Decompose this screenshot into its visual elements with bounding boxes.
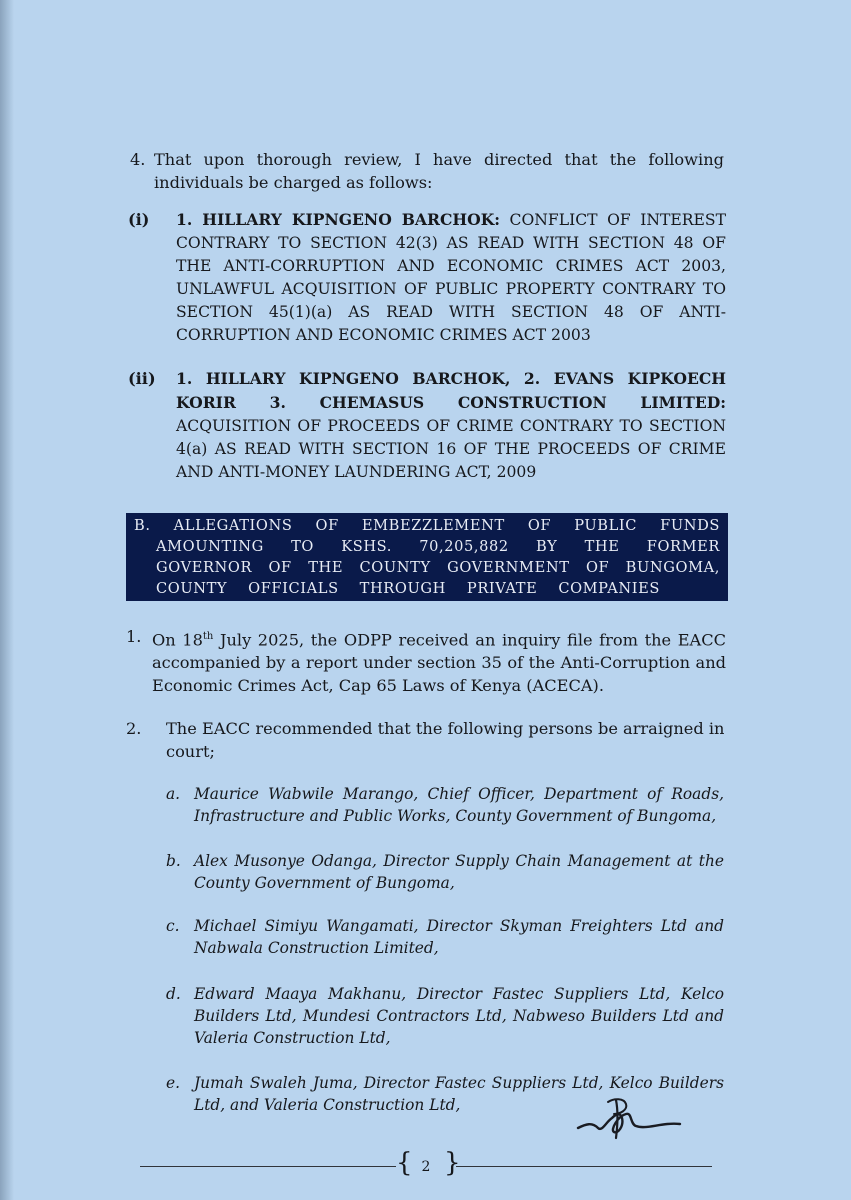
b-item-2-text: The EACC recommended that the following persons be arraigned in court; — [166, 719, 725, 761]
page-edge-shadow — [0, 0, 14, 1200]
section-b-heading-line: AMOUNTING TO KSHS. 70,205,882 BY THE FORMER — [156, 538, 720, 555]
section-b-heading — [126, 513, 728, 601]
b-item-1-pre: On 18 — [152, 630, 203, 650]
person-e-text: Jumah Swaleh Juma, Director Fastec Suppliers Ltd, Kelco Builders Ltd, and Valeria Construction Ltd, — [194, 1074, 724, 1114]
charge-ii-accused: 1. HILLARY KIPNGENO BARCHOK, 2. EVANS KIPKOECH KORIR 3. CHEMASUS CONSTRUCTION LIMITED: — [176, 369, 726, 412]
b-item-1-post: July 2025, the ODPP received an inquiry file from the EACC accompanied by a report under section 35 of the Anti-Corruption and Economic Crimes Act, Cap 65 Laws of Kenya (ACECA). — [152, 630, 726, 696]
b-item-2-number: 2. — [126, 719, 142, 738]
person-d-letter: d. — [166, 985, 181, 1003]
b-item-1-sup: th — [202, 631, 214, 642]
person-b-text: Alex Musonye Odanga, Director Supply Chain Management at the County Government of Bungoma, — [194, 852, 724, 892]
person-c-text: Michael Simiyu Wangamati, Director Skyman Freighters Ltd and Nabwala Construction Limited, — [194, 917, 724, 957]
b-item-1-number: 1. — [126, 627, 142, 646]
person-a-text: Maurice Wabwile Marango, Chief Officer, Department of Roads, Infrastructure and Public Works, County Government of Bungoma, — [194, 785, 724, 825]
charge-i-body — [176, 208, 726, 347]
charge-i-offence: CONFLICT OF INTEREST CONTRARY TO SECTION 42(3) AS READ WITH SECTION 48 OF THE ANTI-CORRUPTION AND ECONOMIC CRIMES ACT 2003, UNLAWFUL ACQUISITION OF PUBLIC PROPERTY CONTRARY TO SECTION 45(1)(a) AS READ WITH SECTION 48 OF ANTI-CORRUPTION AND ECONOMIC CRIMES ACT 2003 — [176, 211, 726, 344]
person-b-letter: b. — [166, 852, 181, 870]
section-b-heading-line: B. ALLEGATIONS OF EMBEZZLEMENT OF PUBLIC FUNDS — [134, 517, 720, 534]
charge-ii-offence: ACQUISITION OF PROCEEDS OF CRIME CONTRARY TO SECTION 4(a) AS READ WITH SECTION 16 OF THE PROCEEDS OF CRIME AND ANTI-MONEY LAUNDERING ACT, 2009 — [176, 417, 726, 481]
footer-brace-left: { — [396, 1148, 413, 1178]
footer-rule-left — [140, 1166, 396, 1167]
item-4-number: 4. — [130, 150, 146, 169]
signature-mark — [572, 1092, 682, 1154]
section-b-heading-line: GOVERNOR OF THE COUNTY GOVERNMENT OF BUNGOMA, — [156, 559, 720, 576]
footer-brace-right: } — [444, 1148, 461, 1178]
person-a-letter: a. — [166, 785, 181, 803]
charge-ii-body — [176, 367, 726, 484]
person-c-letter: c. — [166, 917, 180, 935]
charge-i-label: (i) — [128, 210, 150, 229]
item-4-text: That upon thorough review, I have directed that the following individuals be charged as follows: — [154, 150, 724, 192]
section-b-heading-line: COUNTY OFFICIALS THROUGH PRIVATE COMPANIES — [156, 580, 660, 597]
charge-i-accused: 1. HILLARY KIPNGENO BARCHOK: — [176, 210, 501, 229]
person-d-text: Edward Maaya Makhanu, Director Fastec Suppliers Ltd, Kelco Builders Ltd, Mundesi Contractors Ltd, Nabweso Builders Ltd and Valeria Construction Ltd, — [194, 985, 724, 1047]
person-e-letter: e. — [166, 1074, 181, 1092]
footer-rule-right — [456, 1166, 712, 1167]
page-number: 2 — [421, 1159, 431, 1175]
charge-ii-label: (ii) — [128, 369, 156, 388]
b-item-1-text — [152, 625, 726, 697]
